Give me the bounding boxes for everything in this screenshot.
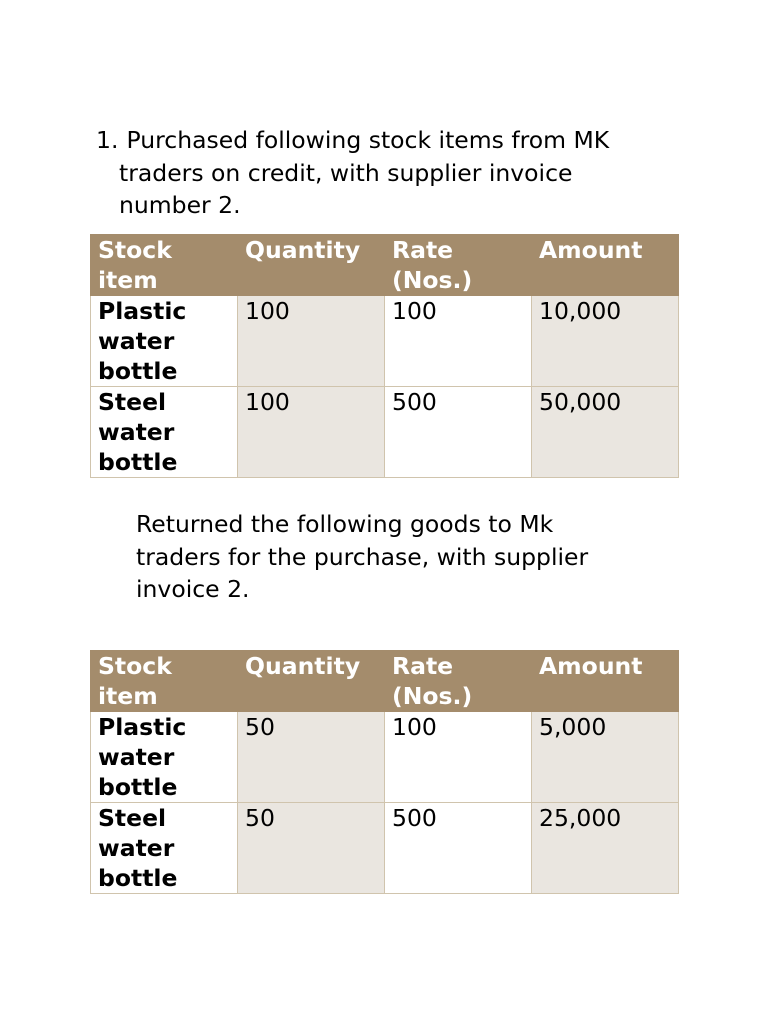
cell-quantity: 100 — [238, 296, 385, 387]
cell-amount: 50,000 — [532, 387, 679, 478]
table-header-row — [91, 651, 679, 712]
cell-stock-item: Steel water bottle — [91, 803, 238, 894]
cell-amount: 5,000 — [532, 712, 679, 803]
cell-stock-item: Steel water bottle — [91, 387, 238, 478]
header-amount: Amount — [532, 651, 679, 712]
header-quantity: Quantity — [238, 651, 385, 712]
cell-quantity: 50 — [238, 803, 385, 894]
cell-stock-item: Plastic water bottle — [91, 712, 238, 803]
purchase-description-line: number 2. — [119, 191, 241, 219]
purchase-description-text: Purchased following stock items from MK — [126, 126, 610, 154]
purchase-description-line — [96, 124, 696, 157]
table-row — [91, 712, 679, 803]
return-description-line: traders for the purchase, with supplier — [136, 542, 589, 571]
return-description-line: Returned the following goods to Mk — [136, 510, 554, 538]
cell-quantity: 100 — [238, 387, 385, 478]
cell-amount: 25,000 — [532, 803, 679, 894]
header-stock-item: Stock item — [91, 651, 238, 712]
table-row — [91, 387, 679, 478]
purchase-table — [90, 234, 679, 478]
purchase-description-line: traders on credit, with supplier invoice — [119, 158, 573, 187]
table-row — [91, 296, 679, 387]
table-row — [91, 803, 679, 894]
cell-rate: 100 — [385, 296, 532, 387]
return-description-line: invoice 2. — [136, 575, 250, 603]
table-header-row — [91, 235, 679, 296]
cell-amount: 10,000 — [532, 296, 679, 387]
cell-rate: 100 — [385, 712, 532, 803]
header-rate: Rate (Nos.) — [385, 235, 532, 296]
cell-rate: 500 — [385, 387, 532, 478]
cell-stock-item: Plastic water bottle — [91, 296, 238, 387]
cell-rate: 500 — [385, 803, 532, 894]
header-rate: Rate (Nos.) — [385, 651, 532, 712]
list-number: 1. — [96, 126, 119, 154]
cell-quantity: 50 — [238, 712, 385, 803]
return-description — [136, 508, 696, 606]
return-table — [90, 650, 679, 894]
header-quantity: Quantity — [238, 235, 385, 296]
purchase-description — [96, 124, 696, 222]
header-amount: Amount — [532, 235, 679, 296]
header-stock-item: Stock item — [91, 235, 238, 296]
